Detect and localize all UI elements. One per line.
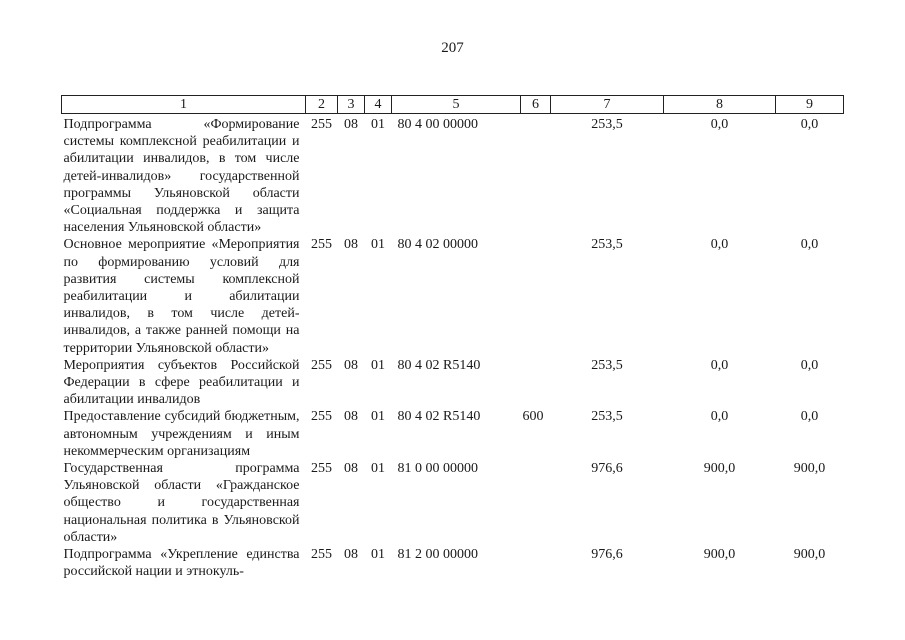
table-row [62,546,844,580]
row-amount-col8: 0,0 [710,409,729,425]
table-header-row [62,96,844,114]
row-target-article: 81 2 00 00000 [397,547,478,563]
row-code-ministry: 255 [311,547,332,563]
row-amount-col7: 976,6 [591,461,623,477]
row-amount-col9: 0,0 [800,237,819,253]
header-col-9: 9 [776,96,844,114]
row-code-subsection: 01 [371,547,385,563]
row-code-section: 08 [344,117,358,132]
row-code-section: 08 [344,237,358,253]
row-target-article: 80 4 02 R5140 [397,357,481,373]
header-col-8: 8 [664,96,776,114]
row-code-subsection: 01 [371,357,385,373]
table-row [62,408,844,460]
row-code-section: 08 [344,357,358,373]
header-col-3: 3 [338,96,365,114]
row-description: Государственная программа Ульяновской области «Гражданское общество и государственная национальная политика в Ульяновской области» [63,461,300,545]
row-amount-col8: 900,0 [703,461,736,477]
row-description: Подпрограмма «Укрепление единства российской нации и этнокуль- [63,547,300,580]
row-code-ministry: 255 [311,117,332,132]
row-code-ministry: 255 [311,237,332,253]
table-row [62,460,844,546]
row-amount-col9: 900,0 [793,547,826,563]
row-expense-type [521,114,551,237]
row-target-article: 80 4 02 R5140 [397,409,481,425]
row-amount-col9: 0,0 [800,409,819,425]
row-amount-col7: 253,5 [591,357,623,373]
row-amount-col9: 0,0 [800,117,819,132]
header-col-2: 2 [306,96,338,114]
row-amount-col7: 253,5 [591,237,623,253]
row-expense-type [521,460,551,546]
row-amount-col7: 253,5 [591,409,623,425]
row-description: Подпрограмма «Формирование системы комплексной реабилитации и абилитации инвалидов, в том числе детей-инвалидов» государственной программы Ульяновской области «Социальная поддержка и защита населения Ульяновской области» [63,117,300,236]
table-row [62,114,844,237]
row-expense-type [521,357,551,409]
row-code-section: 08 [344,409,358,425]
row-expense-type [521,236,551,356]
row-target-article: 81 0 00 00000 [397,461,478,477]
row-code-subsection: 01 [371,237,385,253]
row-amount-col8: 900,0 [703,547,736,563]
header-col-4: 4 [365,96,392,114]
row-amount-col9: 900,0 [793,461,826,477]
header-col-7: 7 [551,96,664,114]
row-code-subsection: 01 [371,117,385,132]
row-amount-col9: 0,0 [800,357,819,373]
row-amount-col8: 0,0 [710,357,729,373]
row-code-section: 08 [344,461,358,477]
row-code-section: 08 [344,547,358,563]
row-description: Основное мероприятие «Мероприятия по формированию условий для развития системы комплексной реабилитации и абилитации инвалидов, в том числе детей-инвалидов, а также ранней помощи на территории Ульяновской области» [63,237,300,356]
row-code-subsection: 01 [371,461,385,477]
row-code-ministry: 255 [311,461,332,477]
budget-table [61,95,844,580]
row-amount-col7: 253,5 [591,117,623,132]
table-row [62,236,844,356]
row-expense-type: 600 [522,409,544,425]
row-code-subsection: 01 [371,409,385,425]
row-code-ministry: 255 [311,409,332,425]
table-row [62,357,844,409]
row-target-article: 80 4 02 00000 [397,237,478,253]
row-code-ministry: 255 [311,357,332,373]
row-amount-col7: 976,6 [591,547,623,563]
header-col-6: 6 [521,96,551,114]
row-amount-col8: 0,0 [710,117,729,132]
header-col-5: 5 [392,96,521,114]
row-amount-col8: 0,0 [710,237,729,253]
row-description: Предоставление субсидий бюджетным, автономным учреждениям и иным некоммерческим организациям [63,409,300,459]
header-col-1: 1 [62,96,306,114]
row-expense-type [521,546,551,580]
row-target-article: 80 4 00 00000 [397,117,478,132]
page-number: 207 [441,40,464,56]
row-description: Мероприятия субъектов Российской Федерации в сфере реабилитации и абилитации инвалидов [63,357,300,408]
